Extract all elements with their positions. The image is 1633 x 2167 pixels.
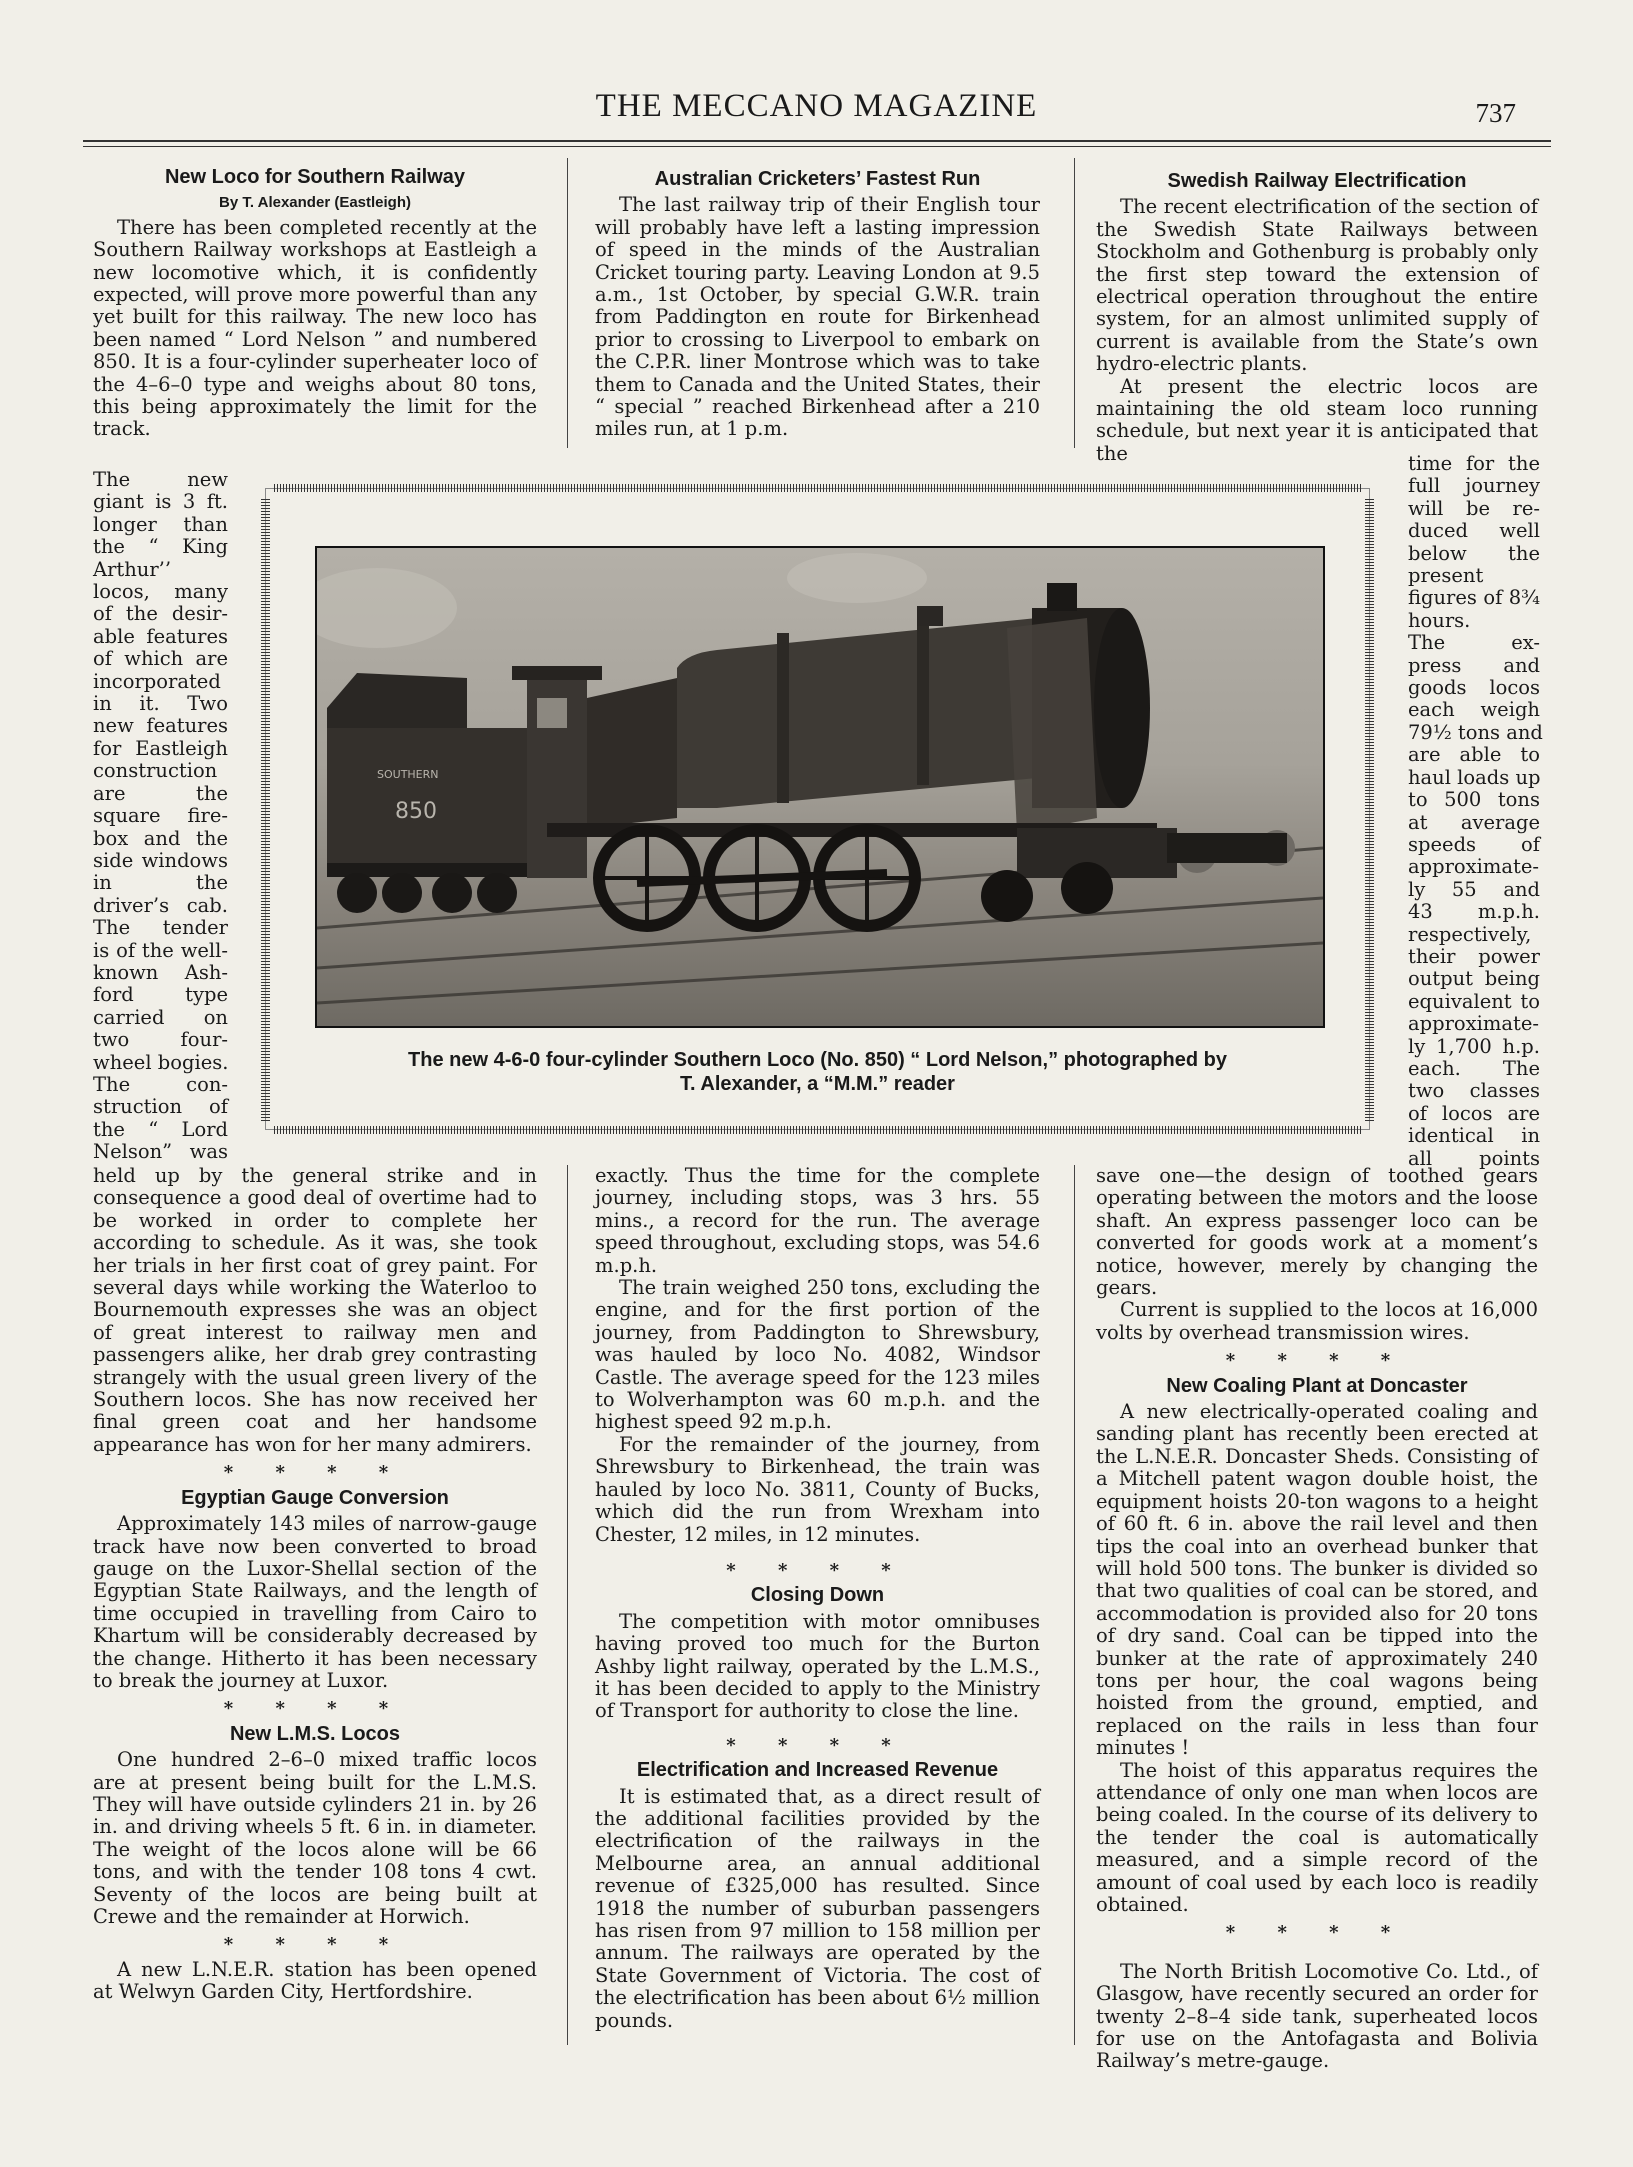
paragraph: It is estimated that, as a direct result of the additional facilities provided by the electrification of the railways in the Melbourne area, an annual additional revenue of £325,000 has resulted. Since 1918 the number of suburban passengers has risen from 97 million to 158 million per annum. The railways are operated by the State Government of Victoria. The cost of the electrification has been about 6½ million pounds. — [595, 1784, 1040, 2032]
wrapped-text-line: ly 1,700 h.p. — [1408, 1034, 1540, 1058]
magazine-title: THE MECCANO MAGAZINE — [595, 88, 1038, 124]
wrapped-text-line: Arthur’’ — [93, 557, 172, 581]
paragraph: Current is supplied to the locos at 16,000 volts by overhead transmission wires. — [1096, 1298, 1538, 1344]
frame-border-bottom — [274, 1126, 1361, 1134]
paragraph: The North British Locomotive Co. Ltd., of Glasgow, have recently secured an order for twenty 2–8–4 side tank, superheated locos for use on the Antofagasta and Bolivia Railway’s metre-gauge. — [1096, 1959, 1538, 2073]
wrapped-text-line: The tender — [93, 916, 228, 940]
frame-border-top — [274, 484, 1361, 492]
wrapped-text-line: The new — [93, 468, 228, 491]
wrapped-text-line: ly 55 and — [1408, 877, 1540, 901]
wrapped-text-line: incorporated — [93, 669, 221, 693]
wrapped-text-line: press and — [1408, 653, 1540, 677]
wrapped-text-line: of the desir- — [93, 602, 228, 626]
wrapped-text-line: equivalent to — [1408, 989, 1540, 1013]
paragraph: A new electrically-operated coaling and sanding plant has recently been erected at the L.N.E.R. Doncaster Sheds. Consisting of a Mitchell patent wagon double hoist, the equipment hoists 20-ton wagons to a height of 60 ft. 6 in. above the rail level and then tips the coal into an overhead bunker that will hold 500 tons. The bunker is divided so that two qualities of coal can be stored, and accommodation is provided also for 20 tons of dry sand. Coal can be tipped into the bunker at the rate of approximately 240 tons per hour, the coal wagons being hoisted from the ground, emptied, and replaced on the rails in less than four minutes ! — [1096, 1400, 1538, 1760]
wrapped-text-line: will be re- — [1408, 496, 1540, 520]
wrapped-text-line: the “ Lord — [93, 1117, 228, 1141]
article-heading: New Loco for Southern Railway — [164, 166, 466, 188]
wrapped-text-line: all points — [1408, 1146, 1540, 1170]
paragraph: Approximately 143 miles of narrow-gauge track have now been converted to broad gauge on the Luxor-Shellal section of the Egyptian State Railways, and the length of time occupied in travelling from Cairo to Khartum will be considerably decreased by the change. Hitherto it has been necessary to break the journey at Luxor. — [93, 1512, 537, 1692]
wrapped-text-line: is of the well- — [93, 938, 228, 962]
wrapped-text-line: speeds of — [1408, 832, 1540, 856]
wrapped-text-line: giant is 3 ft. — [93, 490, 228, 514]
article-heading: New Coaling Plant at Doncaster — [1166, 1374, 1468, 1397]
wrapped-text-line: locos, many — [93, 580, 228, 604]
paragraph: held up by the general strike and in consequence a good deal of overtime had to be worked in order to complete her according to schedule. As it was, she took her trials in her first coat of grey paint. For several days while working the Waterloo to Bournemouth expresses she was an object of great interest to railway men and passengers alike, her drab grey contrasting strangely with the usual green livery of the Southern locos. She has now received her final green coat and her handsome appearance has won for her many admirers. — [93, 1164, 537, 1456]
wrapped-text-line: ford type — [93, 983, 228, 1007]
section-separator: * * * * — [223, 1462, 407, 1484]
column-divider — [567, 1165, 568, 2045]
paragraph: The last railway trip of their English tour will probably have left a lasting impression of speed in the minds of the Australian Cricket touring party. Leaving London at 9.5 a.m., 1st October, by special G.W.R. train from Paddington en route for Birkenhead prior to crossing to Liverpool to embark on the C.P.R. liner Montrose which was to take them to Canada and the United States, their “ special ” reached Birkenhead after a 210 miles run, at 1 p.m. — [595, 193, 1040, 441]
frame-border-left — [261, 497, 270, 1121]
wrapped-text-line: of which are — [93, 647, 228, 671]
paragraph: The hoist of this apparatus requires the attendance of only one man when locos are being coaled. In the course of its delivery to the tender the coal is automatically measured, and a simple record of the amount of coal used by each loco is readily obtained. — [1096, 1758, 1538, 1916]
wrapped-text-line: Nelson” was — [93, 1140, 228, 1164]
tender-number: 850 — [395, 799, 437, 824]
wrapped-text-left — [93, 469, 228, 1164]
wrapped-text-line: haul loads up — [1408, 765, 1541, 789]
wrapped-text-line: output being — [1408, 967, 1540, 991]
wrapped-text-line: 43 m.p.h. — [1408, 900, 1540, 924]
article-byline: By T. Alexander (Eastleigh) — [219, 194, 411, 212]
wrapped-text-line: The ex- — [1408, 631, 1540, 655]
photo-caption — [300, 1048, 1335, 1096]
paragraph: For the remainder of the journey, from Shrewsbury to Birkenhead, the train was hauled by loco No. 3811, County of Bucks, which did the run from Wrexham into Chester, 12 miles, in 12 minutes. — [595, 1432, 1040, 1546]
wrapped-text-line: approximate- — [1408, 1012, 1539, 1036]
wrapped-text-line: The con- — [93, 1072, 228, 1096]
wrapped-text-line: goods locos — [1408, 676, 1540, 700]
wrapped-text-line: each weigh — [1408, 698, 1540, 722]
article-heading: Swedish Railway Electrification — [1167, 170, 1467, 192]
article-heading: Electrification and Increased Revenue — [636, 1759, 999, 1782]
caption-line-1: The new 4-6-0 four-cylinder Southern Loco (No. 850) “ Lord Nelson,” photographed by — [408, 1049, 1227, 1071]
wrapped-text-line: 79½ tons and — [1408, 720, 1543, 744]
wrapped-text-right — [1408, 452, 1543, 1170]
wrapped-text-line: approximate- — [1408, 855, 1539, 879]
wrapped-text-line: box and the — [93, 826, 228, 850]
wrapped-text-line: driver’s cab. — [93, 893, 228, 917]
wrapped-text-line: two four- — [93, 1028, 228, 1052]
wrapped-text-line: carried on — [93, 1005, 228, 1029]
wrapped-text-line: full journey — [1408, 474, 1540, 498]
section-separator: * * * * — [726, 1734, 909, 1756]
wrapped-text-line: at average — [1408, 810, 1540, 834]
header-rule-thin — [83, 146, 1551, 147]
wrapped-text-line: present — [1408, 564, 1484, 588]
wrapped-text-line: identical in — [1408, 1124, 1540, 1148]
wrapped-text-line: in it. Two — [93, 692, 228, 716]
article-southern-loco — [93, 166, 537, 441]
wrapped-text-line: new features — [93, 714, 228, 738]
header-rule — [83, 140, 1551, 142]
column-3-lower — [1096, 1165, 1538, 2073]
tender-lettering: SOUTHERN — [377, 768, 439, 781]
wrapped-text-line: for Eastleigh — [93, 736, 228, 760]
section-separator: * * * * — [223, 1698, 407, 1720]
section-separator: * * * * — [1225, 1922, 1409, 1944]
wrapped-text-line: longer than — [93, 512, 228, 536]
article-swedish-electrification — [1096, 170, 1538, 465]
section-separator: * * * * — [1225, 1350, 1409, 1372]
wrapped-text-line: respectively, — [1408, 922, 1532, 946]
paragraph: save one—the design of toothed gears operating between the motors and the loose shaft. An express passenger loco can be converted for goods work at a moment’s notice, however, merely by changing the gears. — [1096, 1164, 1538, 1300]
column-divider — [567, 158, 568, 448]
wrapped-text-line: of locos are — [1408, 1101, 1540, 1125]
paragraph: There has been completed recently at the Southern Railway workshops at Eastleigh a new locomotive which, it is confidently expected, will prove more powerful than any yet built for this railway. The new loco has been named “ Lord Nelson ” and numbered 850. It is a four-cylinder superheater loco of the 4–6–0 type and weighs about 80 tons, this being approximately the limit for the track. — [93, 215, 537, 441]
wrapped-text-line: the “ King — [93, 535, 228, 559]
wrapped-text-line: square fire- — [93, 804, 228, 828]
wrapped-text-line: time for the — [1408, 452, 1540, 475]
column-divider — [1074, 158, 1075, 448]
wrapped-text-line: are the — [93, 781, 228, 805]
paragraph: A new L.N.E.R. station has been opened at Welwyn Garden City, Hertfordshire. — [93, 1957, 537, 2004]
locomotive-illustration — [317, 548, 1323, 1026]
wrapped-text-line: in the — [93, 871, 228, 895]
article-heading: Egyptian Gauge Conversion — [181, 1486, 449, 1509]
caption-line-2: T. Alexander, a “M.M.” reader — [680, 1073, 955, 1095]
frame-border-right — [1365, 497, 1374, 1121]
wrapped-text-line: duced well — [1408, 519, 1540, 543]
wrapped-text-line: construction — [93, 759, 218, 783]
wrapped-text-line: below the — [1408, 541, 1540, 565]
section-separator: * * * * — [726, 1559, 909, 1581]
article-heading: Closing Down — [750, 1584, 885, 1607]
column-divider — [1074, 1165, 1075, 2045]
paragraph: The recent electrification of the section of the Swedish State Railways between Stockholm and Gothenburg is probably only the first step toward the extension of electrical operation throughout the entire system, for an almost unlimited supply of current is available from the State’s own hydro-electric plants. — [1096, 195, 1538, 376]
wrapped-text-line: known Ash- — [93, 960, 228, 984]
wrapped-text-line: side windows — [93, 848, 228, 872]
wrapped-text-line: their power — [1408, 944, 1540, 968]
paragraph: The competition with motor omnibuses having proved too much for the Burton Ashby light railway, operated by the L.M.S., it has been decided to apply to the Ministry of Transport for authority to close the line. — [595, 1609, 1040, 1723]
wrapped-text-line: two classes — [1408, 1079, 1540, 1103]
article-heading: Australian Cricketers’ Fastest Run — [654, 168, 981, 190]
column-2-lower — [595, 1165, 1040, 2032]
paragraph: The train weighed 250 tons, excluding the engine, and for the first portion of the journey, from Paddington to Shrewsbury, was hauled by loco No. 4082, Windsor Castle. The average speed for the 123 miles to Wolverhampton was 60 m.p.h. and the highest speed 92 m.p.h. — [595, 1276, 1040, 1434]
article-australian-cricketers — [595, 168, 1040, 441]
wrapped-text-line: struction of — [93, 1095, 228, 1119]
paragraph: At present the electric locos are maintaining the old steam loco running schedule, but next year it is anticipated that the — [1096, 374, 1538, 465]
wrapped-text-line: to 500 tons — [1408, 788, 1540, 812]
section-separator: * * * * — [223, 1934, 407, 1956]
paragraph: exactly. Thus the time for the complete journey, including stops, was 3 hrs. 55 mins., a record for the run. The average speed throughout, excluding stops, was 54.6 m.p.h. — [595, 1164, 1040, 1277]
locomotive-photograph — [315, 546, 1325, 1028]
article-heading: New L.M.S. Locos — [229, 1722, 401, 1745]
wrapped-text-line: able features — [93, 624, 228, 648]
wrapped-text-line: hours. — [1408, 608, 1471, 632]
wrapped-text-line: are able to — [1408, 743, 1540, 767]
wrapped-text-line: wheel bogies. — [93, 1050, 229, 1074]
wrapped-text-line: each. The — [1408, 1056, 1540, 1080]
paragraph: One hundred 2–6–0 mixed traffic locos are at present being built for the L.M.S. They will have outside cylinders 21 in. by 26 in. and driving wheels 5 ft. 6 in. in diameter. The weight of the locos alone will be 66 tons, and with the tender 108 tons 4 cwt. Seventy of the locos are being built at Crewe and the remainder at Horwich. — [93, 1748, 537, 1928]
column-1-lower — [93, 1165, 537, 2004]
wrapped-text-line: figures of 8¾ — [1408, 586, 1540, 610]
page-number: 737 — [1475, 98, 1516, 128]
